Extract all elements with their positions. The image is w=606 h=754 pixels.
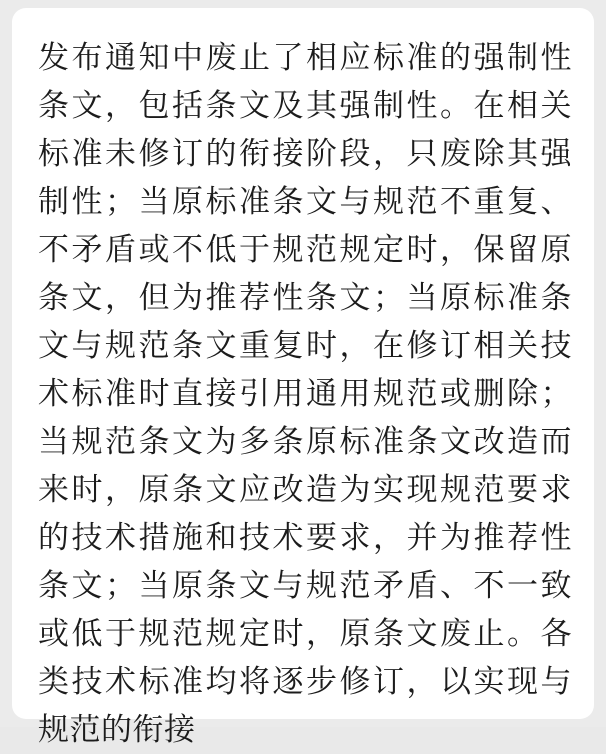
message-body-text: 发布通知中废止了相应标准的强制性条文，包括条文及其强制性。在相关标准未修订的衔接阶段，只废除其强制性；当原标准条文与规范不重复、不矛盾或不低于规范规定时，保留原条文，但为推荐性条文；当原标准条文与规范条文重复时，在修订相关技术标准时直接引用通用规范或删除；当规范条文为多条原标准条文改造而来时，原条文应改造为实现规范要求的技术措施和技术要求，并为推荐性条文；当原条文与规范矛盾、不一致或低于规范规定时，原条文废止。各类技术标准均将逐步修订，以实现与规范的衔接 xyxy=(38,40,572,747)
message-bubble[interactable] xyxy=(12,8,594,747)
bubble-tail xyxy=(12,30,37,55)
